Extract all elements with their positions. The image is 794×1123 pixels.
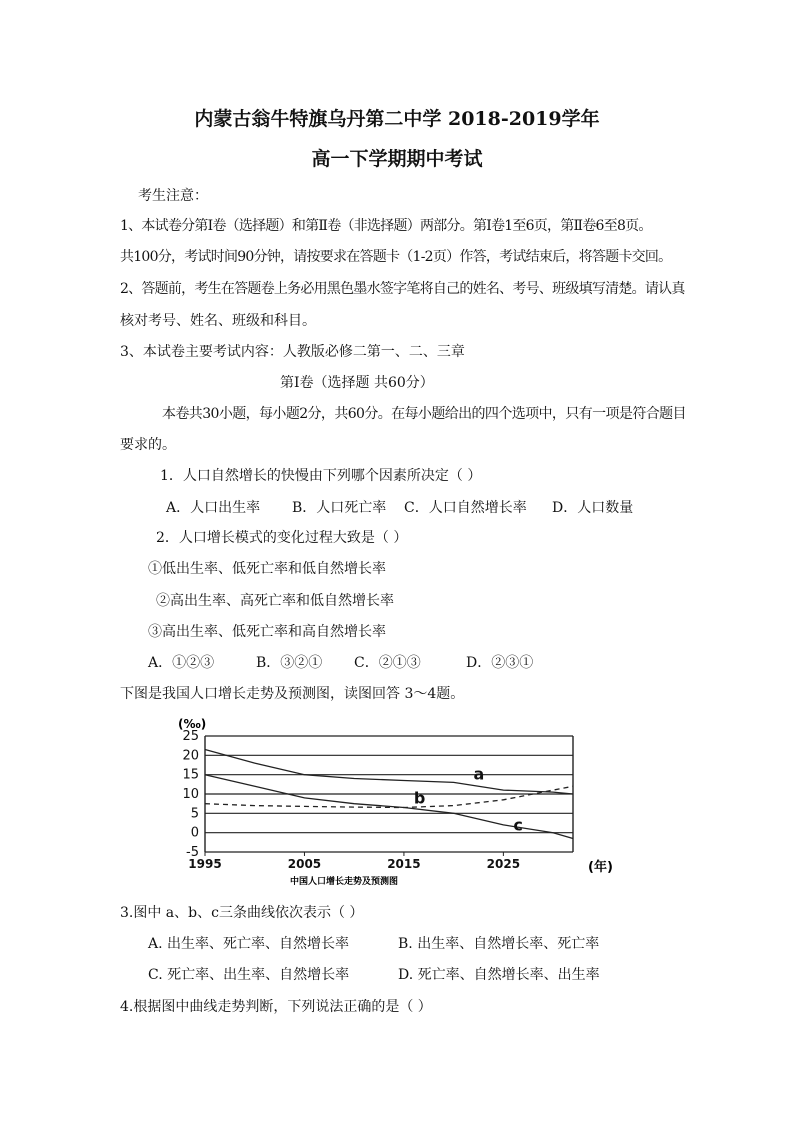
chart-y-tick-label: 0 xyxy=(190,825,199,841)
chart-y-tick-label: 15 xyxy=(182,767,199,783)
q2-stem: 2．人口增长模式的变化过程大致是（ ） xyxy=(156,530,408,546)
q1-option-c: C．人口自然增长率 xyxy=(404,500,527,516)
q1-stem: 1．人口自然增长的快慢由下列哪个因素所决定（ ） xyxy=(160,468,482,484)
q4-stem: 4.根据图中曲线走势判断，下列说法正确的是（ ） xyxy=(120,999,432,1015)
q3-option-b: B. 出生率、自然增长率、死亡率 xyxy=(398,936,600,952)
notice-item-1b: 共100分，考试时间90分钟，请按要求在答题卡（1-2页）作答，考试结束后，将答题卡交回。 xyxy=(120,249,672,265)
q1-option-a: A．人口出生率 xyxy=(166,500,261,516)
notice-item-3: 3、本试卷主要考试内容：人教版必修二第一、二、三章 xyxy=(120,344,465,360)
q3-option-d: D. 死亡率、自然增长率、出生率 xyxy=(398,967,600,983)
figure-intro: 下图是我国人口增长走势及预测图，读图回答 3～4题。 xyxy=(120,686,465,702)
notice-item-2b: 核对考号、姓名、班级和科目。 xyxy=(120,313,316,329)
chart-x-tick-label: 2015 xyxy=(387,857,421,871)
q2-option-c: C．②①③ xyxy=(354,655,421,671)
chart-y-tick-label: 10 xyxy=(182,787,199,802)
section-intro-a: 本卷共30小题，每小题2分，共60分。在每小题给出的四个选项中，只有一项是符合题目 xyxy=(162,406,686,422)
q3-option-a: A. 出生率、死亡率、自然增长率 xyxy=(148,936,350,952)
section-intro-b: 要求的。 xyxy=(120,437,176,453)
chart-x-tick-label: 2005 xyxy=(287,857,322,871)
chart-y-tick-label: -5 xyxy=(186,845,199,860)
q2-option-b: B．③②① xyxy=(256,655,323,671)
chart-y-ticks xyxy=(182,729,199,860)
notice-item-1a: 1、本试卷分第Ⅰ卷（选择题）和第Ⅱ卷（非选择题）两部分。第Ⅰ卷1至6页，第Ⅱ卷6至8页。 xyxy=(120,218,652,234)
notice-item-2a: 2、答题前，考生在答题卷上务必用黑色墨水签字笔将自己的姓名、考号、班级填写清楚。请认真 xyxy=(120,281,685,297)
chart-y-tick-label: 20 xyxy=(182,748,199,764)
chart-series-label-a: a xyxy=(473,764,485,784)
exam-title-line1: 内蒙古翁牛特旗乌丹第二中学 2018-2019学年 xyxy=(194,108,600,130)
notice-heading: 考生注意： xyxy=(138,188,208,204)
section-heading: 第Ⅰ卷（选择题 共60分） xyxy=(280,375,434,391)
chart-x-tick-label: 2025 xyxy=(486,857,521,871)
q2-option-a: A．①②③ xyxy=(148,655,215,671)
chart-series-label-c: c xyxy=(513,815,523,835)
q2-statement-2: ②高出生率、高死亡率和低自然增长率 xyxy=(156,593,394,609)
chart-series-label-b: b xyxy=(413,788,426,808)
chart-x-ticks xyxy=(188,852,520,871)
chart-ylabel: (‰) xyxy=(178,717,207,731)
exam-title-line2: 高一下学期期中考试 xyxy=(311,148,483,170)
q3-stem: 3.图中 a、b、c三条曲线依次表示（ ） xyxy=(120,905,364,921)
chart-y-tick-label: 25 xyxy=(182,729,199,744)
q2-statement-3: ③高出生率、低死亡率和高自然增长率 xyxy=(148,624,386,640)
q2-statement-1: ①低出生率、低死亡率和低自然增长率 xyxy=(148,561,386,577)
population-trend-chart xyxy=(160,714,630,889)
q1-option-b: B．人口死亡率 xyxy=(292,500,387,516)
q3-option-c: C. 死亡率、出生率、自然增长率 xyxy=(148,967,350,983)
chart-title: 中国人口增长走势及预测图 xyxy=(290,877,399,887)
chart-x-tick-label: 1995 xyxy=(188,857,222,871)
chart-series-line-b xyxy=(205,786,573,807)
chart-xlabel: (年) xyxy=(588,860,613,875)
q2-option-d: D．②③① xyxy=(466,655,534,671)
q1-option-d: D．人口数量 xyxy=(552,500,634,516)
chart-y-tick-label: 5 xyxy=(190,806,199,822)
